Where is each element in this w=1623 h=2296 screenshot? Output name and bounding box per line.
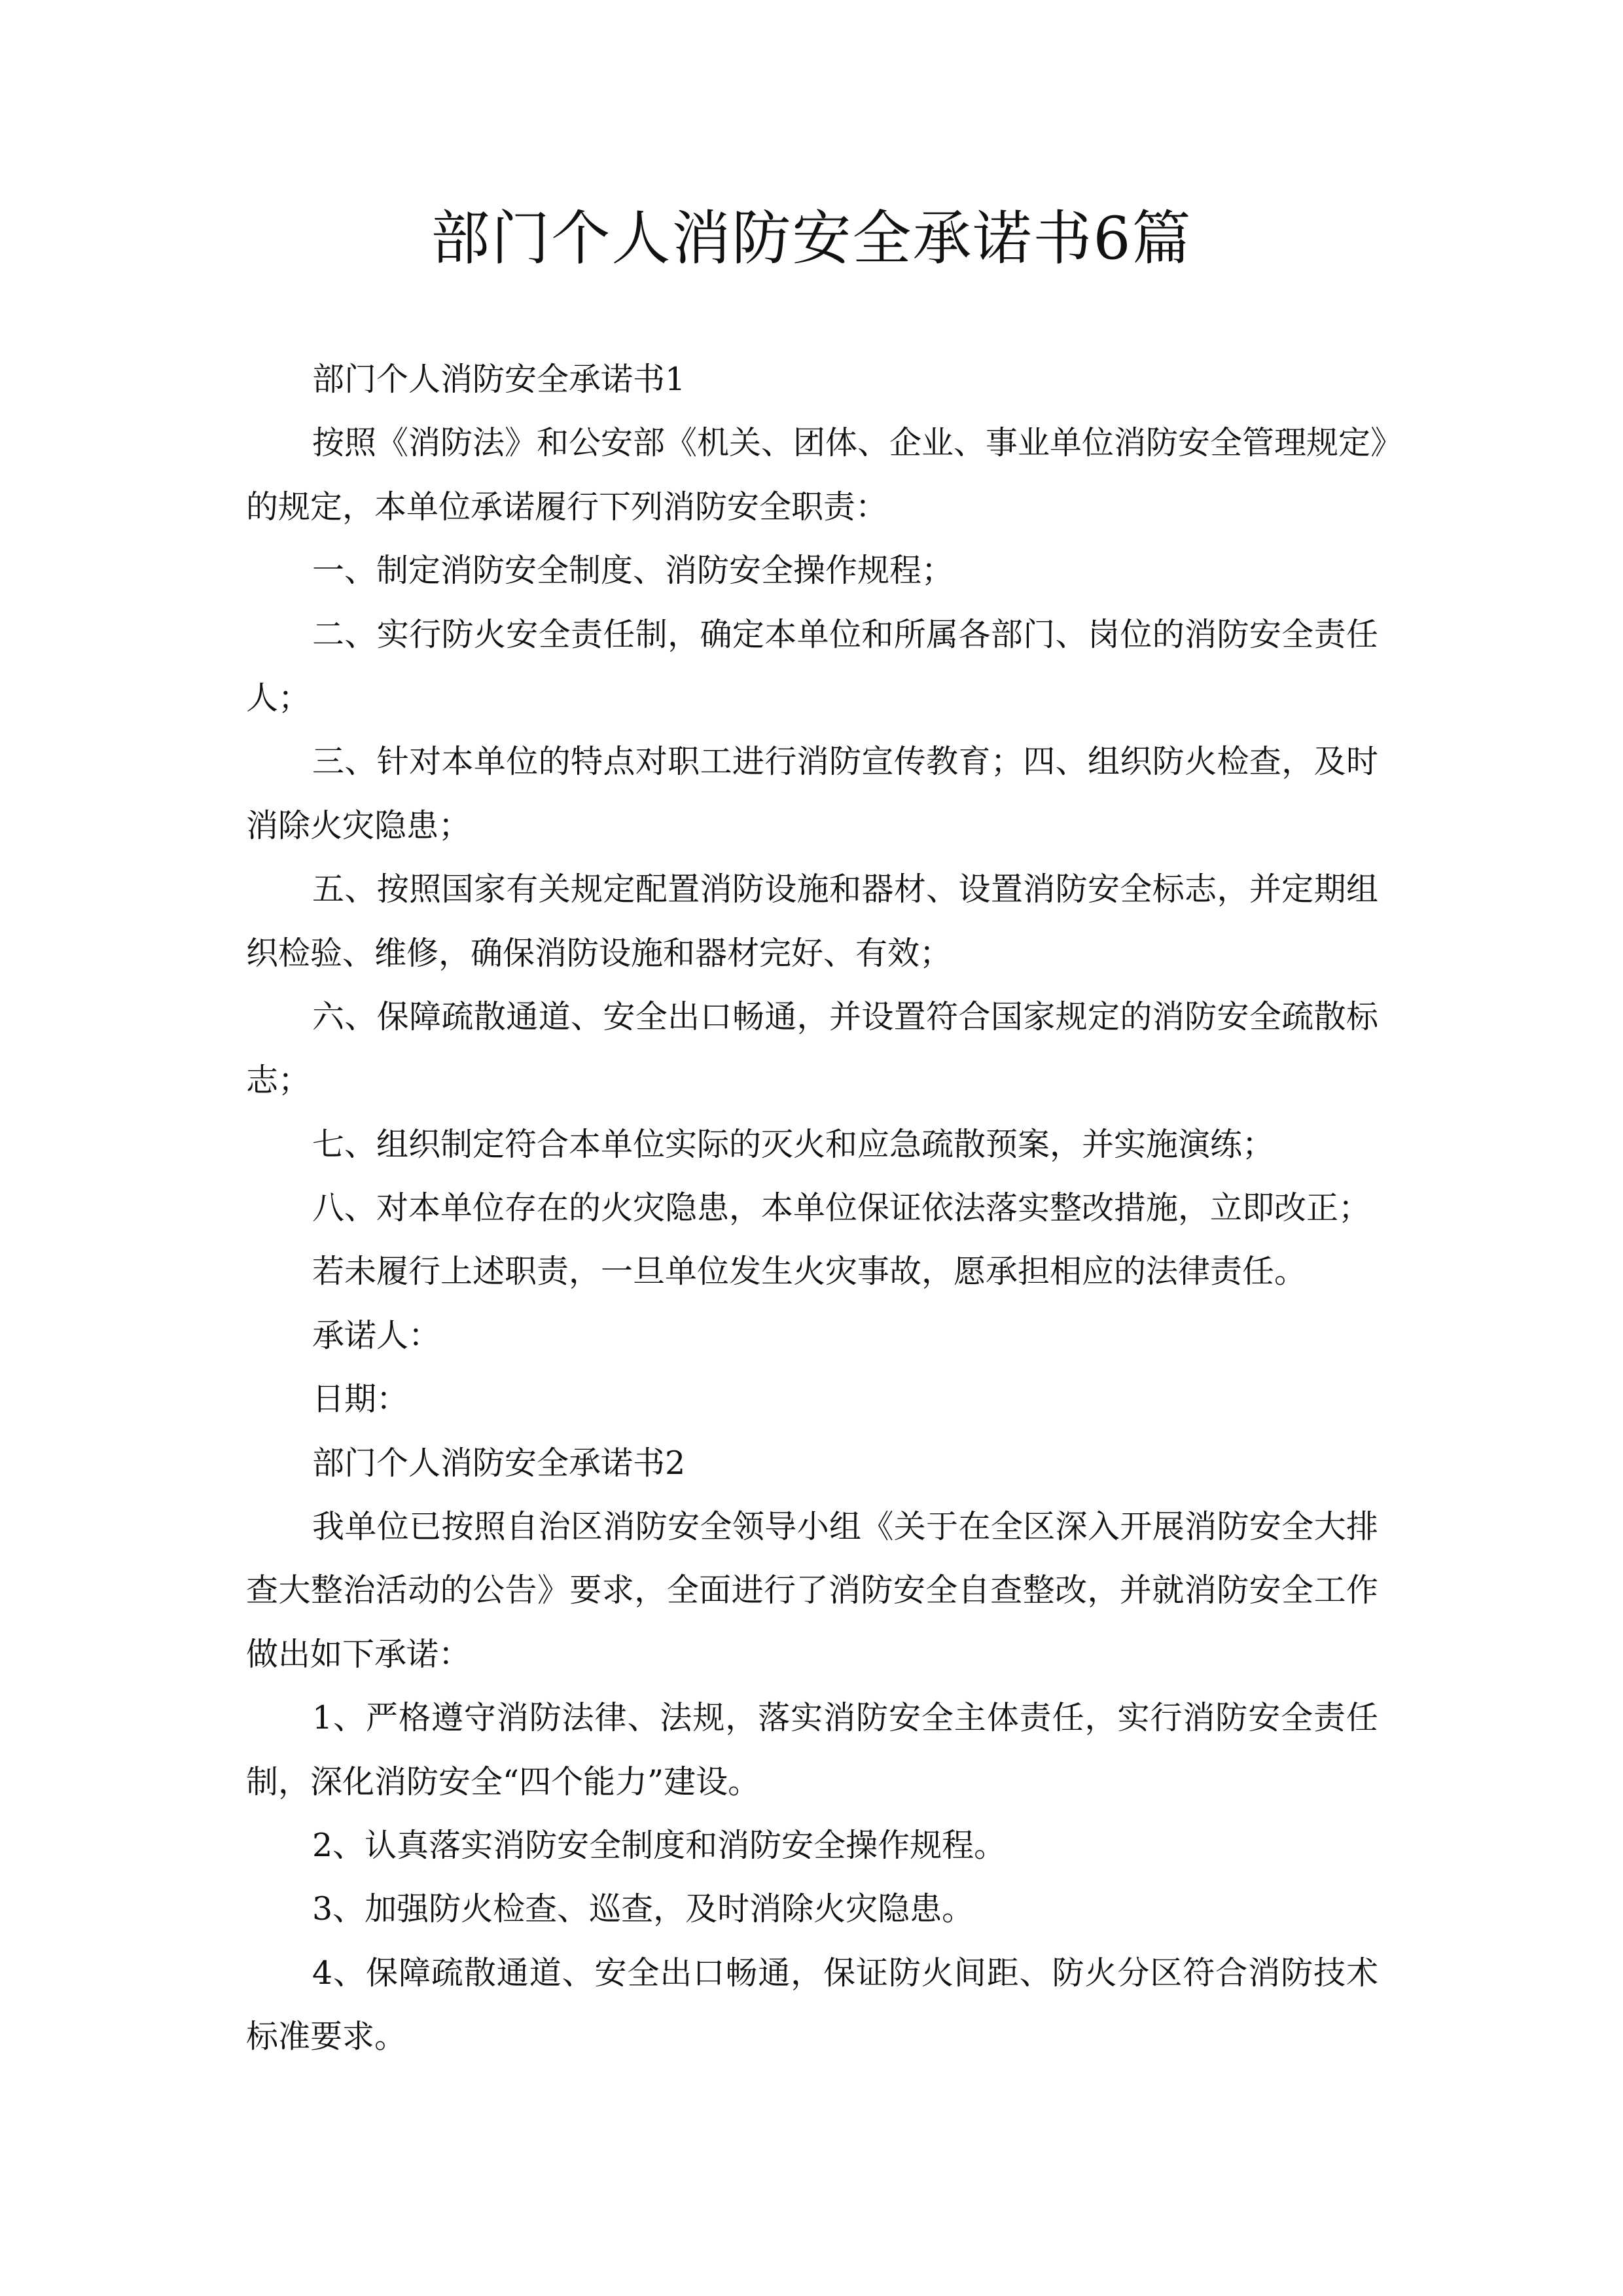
text-line: 一、制定消防安全制度、消防安全操作规程； xyxy=(312,552,954,590)
paragraph xyxy=(246,539,1378,602)
paragraph xyxy=(246,1240,1378,1303)
text-line: 志； xyxy=(246,1062,311,1100)
text-line: 4、保障疏散通道、安全出口畅通，保证防火间距、防火分区符合消防技术 xyxy=(312,1954,1378,1992)
text-line: 制，深化消防安全“四个能力”建设。 xyxy=(246,1763,760,1801)
text-line: 承诺人： xyxy=(312,1316,441,1354)
paragraph xyxy=(246,1113,1378,1176)
paragraph xyxy=(246,1686,1378,1814)
paragraph xyxy=(246,1877,1378,1941)
text-line: 人； xyxy=(246,679,311,717)
paragraph xyxy=(246,1495,1378,1686)
paragraph xyxy=(246,411,1403,539)
text-line: 六、保障疏散通道、安全出口畅通，并设置符合国家规定的消防安全疏散标 xyxy=(312,997,1378,1035)
paragraph xyxy=(246,1814,1378,1877)
text-line: 若未履行上述职责，一旦单位发生火灾事故，愿承担相应的法律责任。 xyxy=(312,1253,1307,1291)
text-line: 按照《消防法》和公安部《机关、团体、企业、事业单位消防安全管理规定》 xyxy=(312,424,1403,462)
paragraph xyxy=(246,1304,1378,1367)
paragraph xyxy=(246,1431,1378,1495)
text-line: 七、组织制定符合本单位实际的灭火和应急疏散预案，并实施演练； xyxy=(312,1125,1275,1163)
document-body xyxy=(246,348,1403,2069)
paragraph xyxy=(246,1176,1378,1240)
paragraph xyxy=(246,985,1378,1113)
document-title: 部门个人消防安全承诺书6篇 xyxy=(431,204,1192,273)
paragraph xyxy=(246,857,1378,985)
text-line: 2、认真落实消防安全制度和消防安全操作规程。 xyxy=(312,1826,1007,1864)
text-line: 的规定，本单位承诺履行下列消防安全职责： xyxy=(246,488,888,526)
text-line: 二、实行防火安全责任制，确定本单位和所属各部门、岗位的消防安全责任 xyxy=(312,615,1378,653)
paragraph xyxy=(246,1941,1378,2069)
paragraph xyxy=(246,1367,1378,1431)
text-line: 做出如下承诺： xyxy=(246,1635,471,1673)
text-line: 消除火灾隐患； xyxy=(246,806,471,844)
text-line: 查大整治活动的公告》要求，全面进行了消防安全自查整改，并就消防安全工作 xyxy=(246,1571,1378,1609)
paragraph xyxy=(246,348,1378,411)
text-line: 1、严格遵守消防法律、法规，落实消防安全主体责任，实行消防安全责任 xyxy=(312,1699,1378,1737)
text-line: 3、加强防火检查、巡查，及时消除火灾隐患。 xyxy=(312,1890,974,1928)
text-line: 部门个人消防安全承诺书2 xyxy=(312,1444,686,1482)
paragraph xyxy=(246,730,1378,857)
text-line: 八、对本单位存在的火灾隐患，本单位保证依法落实整改措施，立即改正； xyxy=(312,1189,1371,1227)
text-line: 织检验、维修，确保消防设施和器材完好、有效； xyxy=(246,934,952,972)
text-line: 部门个人消防安全承诺书1 xyxy=(312,361,686,398)
text-line: 三、针对本单位的特点对职工进行消防宣传教育；四、组织防火检查，及时 xyxy=(312,743,1378,781)
text-line: 日期： xyxy=(312,1380,409,1418)
paragraph xyxy=(246,603,1378,730)
text-line: 五、按照国家有关规定配置消防设施和器材、设置消防安全标志，并定期组 xyxy=(312,870,1378,908)
text-line: 标准要求。 xyxy=(246,2018,407,2056)
text-line: 我单位已按照自治区消防安全领导小组《关于在全区深入开展消防安全大排 xyxy=(312,1508,1378,1546)
